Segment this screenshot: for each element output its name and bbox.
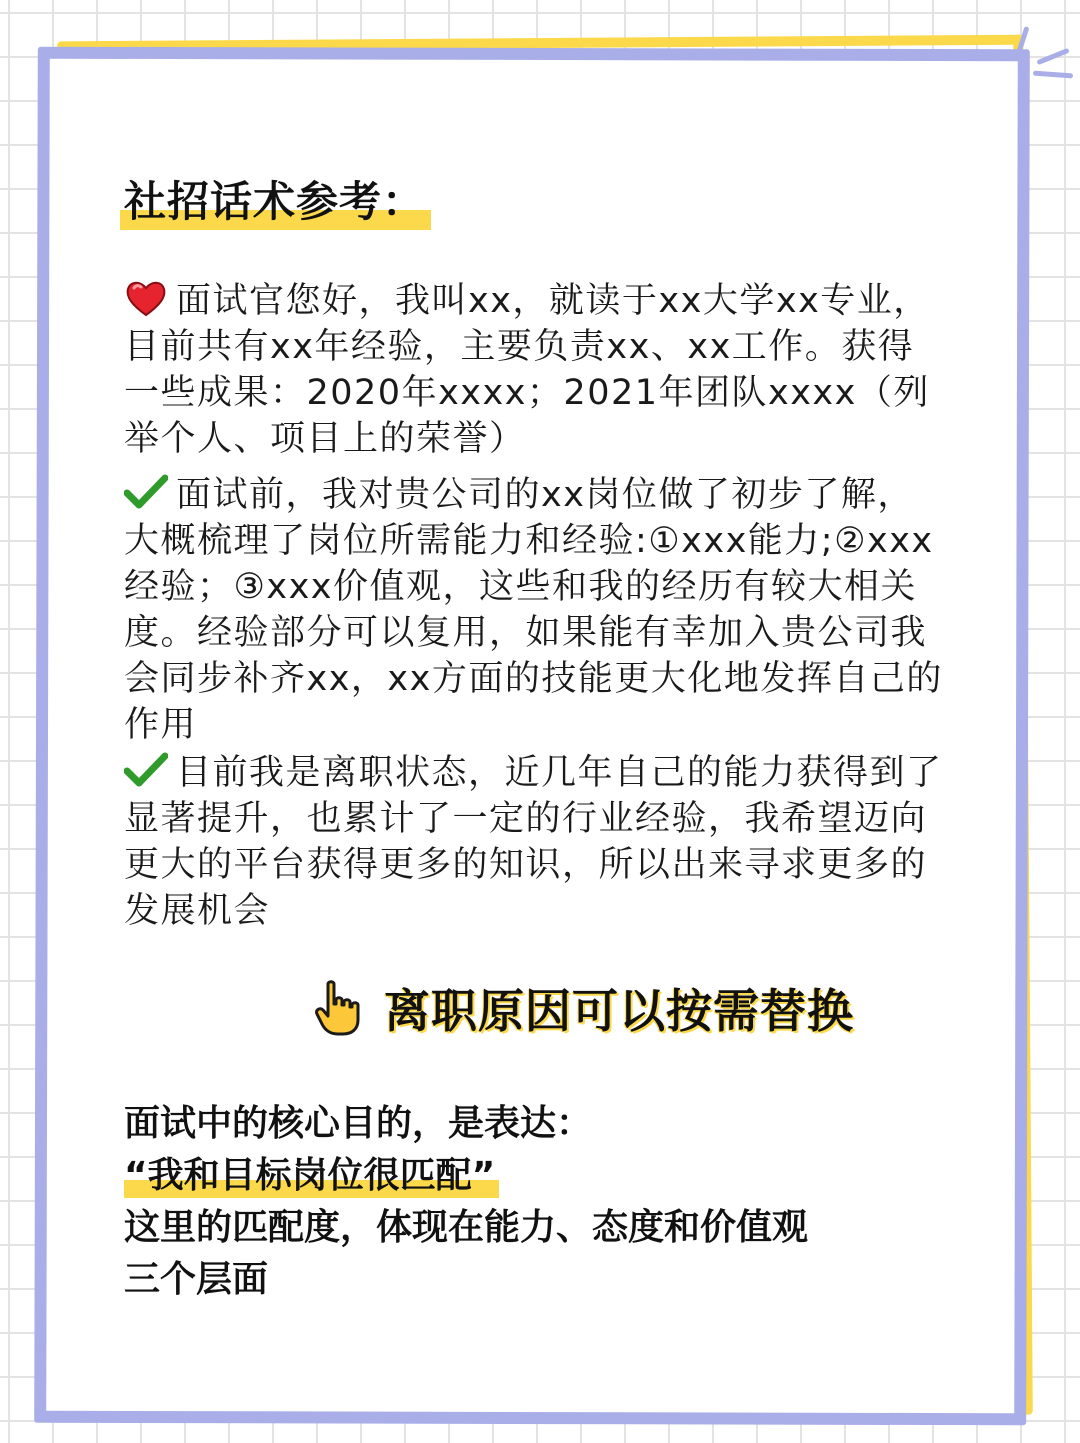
summary-line: 这里的匹配度，体现在能力、态度和价值观 [124,1207,809,1248]
callout-text: 离职原因可以按需替换 [384,975,854,1041]
doodle-stroke [1036,48,1069,65]
summary-quote: “我和目标岗位很匹配” [124,1150,495,1202]
summary-block [124,1098,944,1306]
intro-paragraph: 面试官您好，我叫xx，就读于xx大学xx专业，目前共有xx年经验，主要负责xx、xx工作。获得一些成果：2020年xxxx；2021年团队xxxx（列举个人、项目上的荣誉） [124,278,944,462]
preparation-paragraph: 面试前，我对贵公司的xx岗位做了初步了解，大概梳理了岗位所需能力和经验:①xxx能力;②xxx经验；③xxx价值观，这些和我的经历有较大相关度。经验部分可以复用，如果能有幸加入贵公司我会同步补齐xx，xx方面的技能更大化地发挥自己的作用 [124,472,944,748]
check-icon [124,472,168,512]
summary-line: 三个层面 [124,1259,269,1300]
callout-tip [314,976,854,1040]
summary-line: 面试中的核心目的，是表达： [124,1103,593,1144]
pointing-hand-icon [314,980,366,1036]
page-title: 社招话术参考： [124,172,425,232]
check-icon [124,750,168,790]
heart-icon [124,278,168,318]
departure-reason-paragraph: 目前我是离职状态，近几年自己的能力获得到了显著提升，也累计了一定的行业经验，我希望迈向更大的平台获得更多的知识，所以出来寻求更多的发展机会 [124,750,944,934]
doodle-stroke [1033,71,1073,79]
